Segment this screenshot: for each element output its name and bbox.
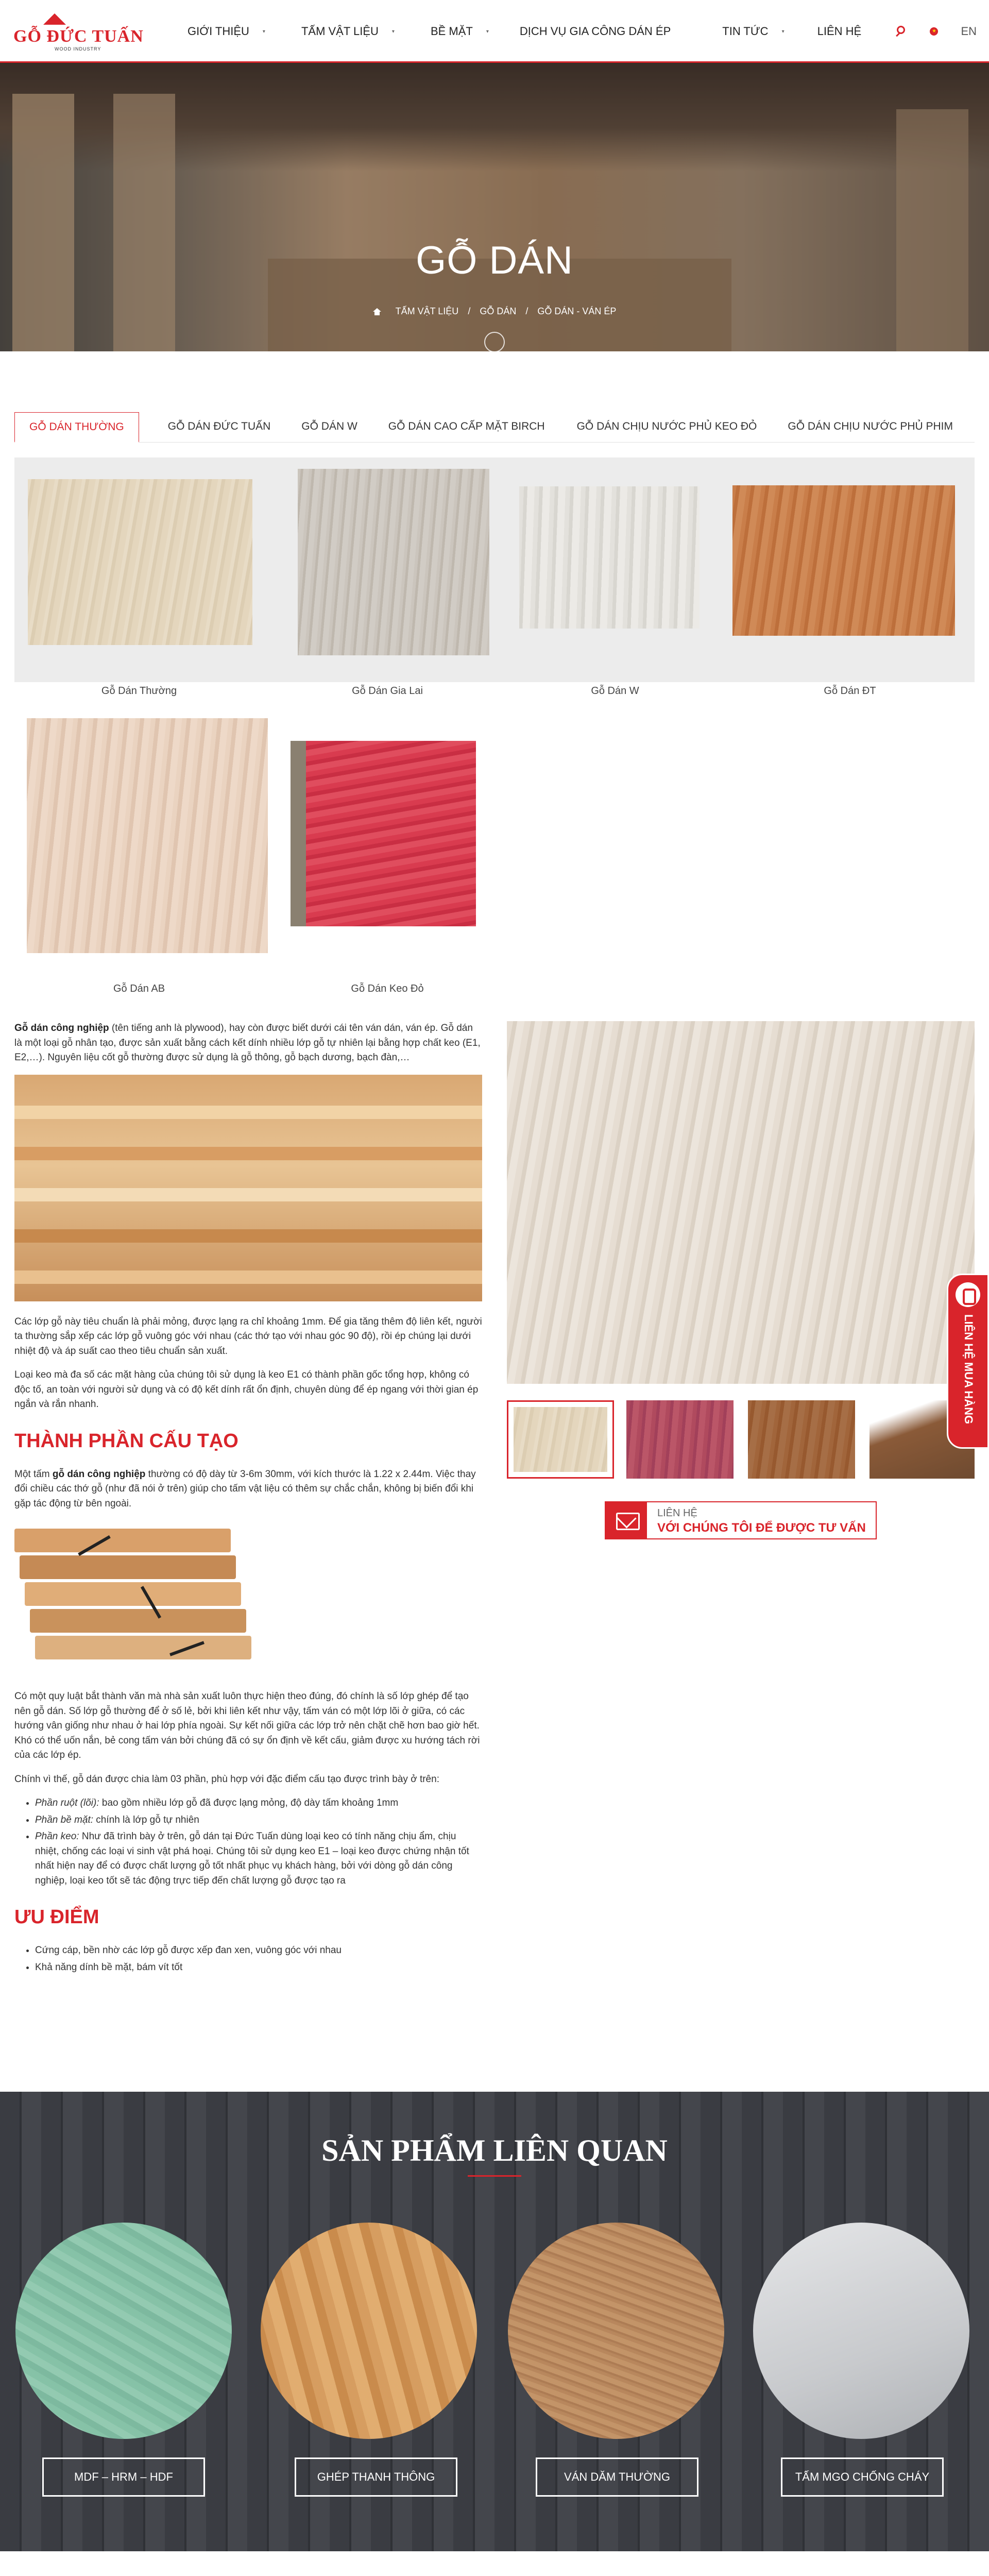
search-icon[interactable] [894, 24, 909, 39]
product-card[interactable] [14, 457, 264, 700]
breadcrumb-separator: / [468, 306, 471, 316]
product-name[interactable]: Gỗ Dán Gia Lai [352, 685, 423, 697]
nav-label: DỊCH VỤ GIA CÔNG DÁN ÉP [519, 25, 671, 38]
section-title: THÀNH PHẦN CẤU TẠO [14, 1430, 238, 1452]
nav-label: TIN TỨC [722, 25, 769, 38]
logo-subtitle: WOOD INDUSTRY [55, 46, 101, 52]
related-product-image[interactable] [508, 2223, 724, 2439]
section-title: ƯU ĐIỂM [14, 1906, 99, 1928]
breadcrumb-separator: / [525, 306, 528, 316]
header-tools [894, 0, 977, 63]
product-card[interactable] [14, 715, 264, 999]
tab-go-dan-keo-do[interactable]: GỖ DÁN CHỊU NƯỚC PHỦ KEO ĐỎ [576, 420, 757, 432]
related-product-image[interactable] [753, 2223, 969, 2439]
nav-label: LIÊN HỆ [817, 25, 862, 38]
breadcrumb-item: GỖ DÁN - VÁN ÉP [537, 306, 617, 316]
nav-label: GIỚI THIỆU [187, 25, 249, 38]
paragraph-text: (tên tiếng anh là plywood), hay còn được biết dưới cái tên ván dán, ván ép. Gỗ dán là một loại gỗ nhân tạo, được sản xuất bằng cách kết dính nhiều lớp gỗ tự nhiên lại bằng hợp chất keo (E1, E2,…). Nguyên liệu cốt gỗ thường được sử dụng là gỗ thông, gỗ bạch dương, bạch đàn,… [14, 1023, 481, 1063]
list-item [35, 1813, 482, 1828]
paragraph: Chính vì thế, gỗ dán được chia làm 03 phần, phù hợp với đặc điểm cấu tạo được trình bày ở trên: [14, 1773, 439, 1785]
list-item-text: chính là lớp gỗ tự nhiên [93, 1814, 199, 1825]
product-tabs [14, 412, 975, 443]
list-item-term: Phần bề mặt: [35, 1814, 94, 1825]
nav-label: BỀ MẶT [430, 25, 473, 38]
gallery-thumbnail[interactable] [748, 1400, 855, 1479]
product-name[interactable]: Gỗ Dán Keo Đỏ [351, 983, 424, 994]
plywood-stack-image [14, 1075, 482, 1301]
paragraph: Các lớp gỗ này tiêu chuẩn là phải mỏng, được lạng ra chỉ khoảng 1mm. Để gia tăng thêm độ liên kết, người ta thường sắp xếp các lớp gỗ vuông góc với nhau (các thớ tạo với nhau góc 90 độ), rồi ép chúng lại dưới nhiệt độ và áp suất cao theo tiêu chuẩn sản xuất. [14, 1316, 482, 1357]
paragraph-text: Một tấm [14, 1468, 53, 1480]
related-product-image[interactable] [261, 2223, 477, 2439]
phone-icon [956, 1282, 980, 1307]
tab-go-dan-duc-tuan[interactable]: GỖ DÁN ĐỨC TUẤN [167, 420, 271, 432]
gallery-thumbnail[interactable] [507, 1400, 614, 1479]
related-product-button[interactable]: MDF – HRM – HDF [42, 2458, 205, 2497]
product-card[interactable] [725, 457, 975, 700]
related-products-section [0, 2092, 989, 2551]
product-image[interactable] [732, 485, 955, 636]
paragraph-text: thường có độ dày từ 3-6m 30mm, với kích thước là 1.22 x 2.44m. Việc thay đổi chiều các thớ gỗ (như đã nói ở trên) giúp cho tấm vật liệu có thêm sự chắc chắn, không bị biến đổi khi gặp tác động từ bên ngoài. [14, 1468, 476, 1509]
tab-go-dan-w[interactable]: GỖ DÁN W [301, 420, 357, 432]
logo-text: GỖ ĐỨC TUẤN [13, 27, 144, 46]
tab-go-dan-phu-phim[interactable]: GỖ DÁN CHỊU NƯỚC PHỦ PHIM [788, 420, 953, 432]
logo[interactable] [13, 13, 144, 52]
tab-go-dan-thuong[interactable]: GỖ DÁN THƯỜNG [14, 412, 139, 443]
list-item [35, 1829, 482, 1888]
nav-item-be-mat[interactable] [431, 25, 489, 38]
list-item-text: bao gồm nhiều lớp gỗ đã được lạng mỏng, độ dày tấm khoảng 1mm [99, 1798, 399, 1808]
vietnam-flag-icon[interactable]: ★ [930, 27, 938, 36]
site-footer [0, 2551, 989, 2576]
envelope-icon [606, 1502, 647, 1538]
list-item [35, 1796, 482, 1811]
bold-term: gỗ dán công nghiệp [52, 1468, 146, 1480]
list-item-term: Phần keo: [35, 1831, 79, 1842]
product-description [14, 1021, 482, 1982]
bold-term: Gỗ dán công nghiệp [14, 1023, 109, 1033]
home-icon[interactable] [373, 308, 381, 315]
product-main-image[interactable] [507, 1021, 975, 1384]
tab-go-dan-birch[interactable]: GỖ DÁN CAO CẤP MẶT BIRCH [388, 420, 545, 432]
language-switch[interactable]: EN [961, 25, 977, 38]
hotline-label: LIÊN HỆ MUA HÀNG [962, 1314, 975, 1425]
contact-cta-text: VỚI CHÚNG TÔI ĐỂ ĐƯỢC TƯ VẤN [657, 1521, 866, 1535]
product-name[interactable]: Gỗ Dán Thường [101, 685, 177, 697]
nav-item-tin-tuc[interactable] [722, 25, 784, 38]
related-product-button[interactable]: TẤM MGO CHỐNG CHÁY [781, 2458, 944, 2497]
product-card[interactable] [263, 457, 512, 700]
nav-item-dich-vu[interactable] [520, 25, 671, 38]
breadcrumb [0, 306, 989, 317]
product-image[interactable] [27, 718, 268, 953]
product-name[interactable]: Gỗ Dán W [591, 685, 639, 697]
hotline-side-button[interactable] [947, 1274, 989, 1449]
nav-item-lien-he[interactable] [817, 25, 862, 38]
chevron-down-icon: ▾ [781, 28, 785, 35]
related-product-image[interactable] [15, 2223, 232, 2439]
title-divider [468, 2175, 521, 2177]
nav-item-tam-vat-lieu[interactable] [301, 25, 395, 38]
product-image[interactable] [298, 469, 489, 655]
list-item-text: Như đã trình bày ở trên, gỗ dán tại Đức Tuấn dùng loại keo có tính năng chịu ẩm, chịu nhiệt, chống các loại vi sinh vật phá hoại. Chúng tôi sử dụng keo E1 – loại keo được chứng nhận tốt nhất hiện nay để có được chất lượng gỗ tốt nhất phục vụ khách hàng, bởi với dòng gỗ dán công nghiệp, loại keo tốt sẽ tác động trực tiếp đến chất lượng gỗ được tạo ra [35, 1831, 469, 1886]
product-image[interactable] [306, 741, 476, 926]
chevron-down-icon: ▾ [262, 28, 265, 35]
product-card[interactable] [490, 457, 740, 700]
paragraph: Có một quy luật bắt thành văn mà nhà sản xuất luôn thực hiện theo đúng, đó chính là số lớp ghép để tạo nên gỗ dán. Số lớp gỗ thường để ở số lẻ, bởi khi liên kết như vậy, tấm ván có một lớp lõi ở giữa, có các hướng vân giống như nhau ở hai lớp phía ngoài. Sự kết nối giữa các lớp trở nên chặt chẽ hơn bao giờ hết. Khó có thể uốn nắn, bẻ cong tấm ván bởi chúng đã có sự ổn định về kết cấu, giảm được xu hướng tách rời của các lớp ép. [14, 1691, 480, 1760]
list-item: • Khả năng dính bề mặt, bám vít tốt [35, 1960, 482, 1975]
nav-item-gioi-thieu[interactable] [187, 25, 265, 38]
section-title: SẢN PHẨM LIÊN QUAN [321, 2133, 668, 2167]
breadcrumb-item[interactable]: GỖ DÁN [480, 306, 517, 316]
page-title: GỖ DÁN [416, 239, 573, 282]
contact-cta-button[interactable] [605, 1501, 877, 1539]
chevron-down-icon: ▾ [391, 28, 395, 35]
product-name[interactable]: Gỗ Dán ĐT [824, 685, 876, 697]
site-header [0, 0, 989, 63]
product-image[interactable] [519, 486, 700, 629]
product-name[interactable]: Gỗ Dán AB [113, 983, 165, 994]
contact-cta-label: LIÊN HỆ [657, 1507, 697, 1519]
breadcrumb-item[interactable]: TẤM VẬT LIỆU [395, 306, 459, 316]
nav-label: TẤM VẬT LIỆU [301, 25, 379, 38]
related-product-button[interactable]: VÁN DĂM THƯỜNG [536, 2458, 698, 2497]
paragraph [14, 1467, 482, 1512]
product-card[interactable] [263, 715, 512, 999]
paragraph: Loại keo mà đa số các mặt hàng của chúng tôi sử dụng là keo E1 có thành phần gốc tổng hợp, không có độc tố, an toàn với người sử dụng và có độ kết dính rất ổn định, chuyên dùng để ép ngang với thời gian ép ngắn và rắn nhanh. [14, 1369, 479, 1410]
advantages-list [35, 1943, 482, 1975]
list-item-term: Phần ruột (lõi): [35, 1798, 99, 1808]
intro-paragraph [14, 1021, 482, 1065]
main-nav [187, 0, 861, 63]
list-item: • Cứng cáp, bền nhờ các lớp gỗ được xếp đan xen, vuông góc với nhau [35, 1943, 482, 1958]
chevron-down-icon: ▾ [486, 28, 489, 35]
logo-roof-icon [43, 13, 66, 25]
related-product-button[interactable]: GHÉP THANH THÔNG [295, 2458, 457, 2497]
banner-badge-icon [473, 332, 516, 351]
page-banner [0, 63, 989, 351]
plywood-layers-diagram [14, 1523, 241, 1673]
product-image[interactable] [28, 479, 252, 645]
gallery-thumbnail[interactable] [626, 1400, 734, 1479]
composition-list [35, 1796, 482, 1888]
